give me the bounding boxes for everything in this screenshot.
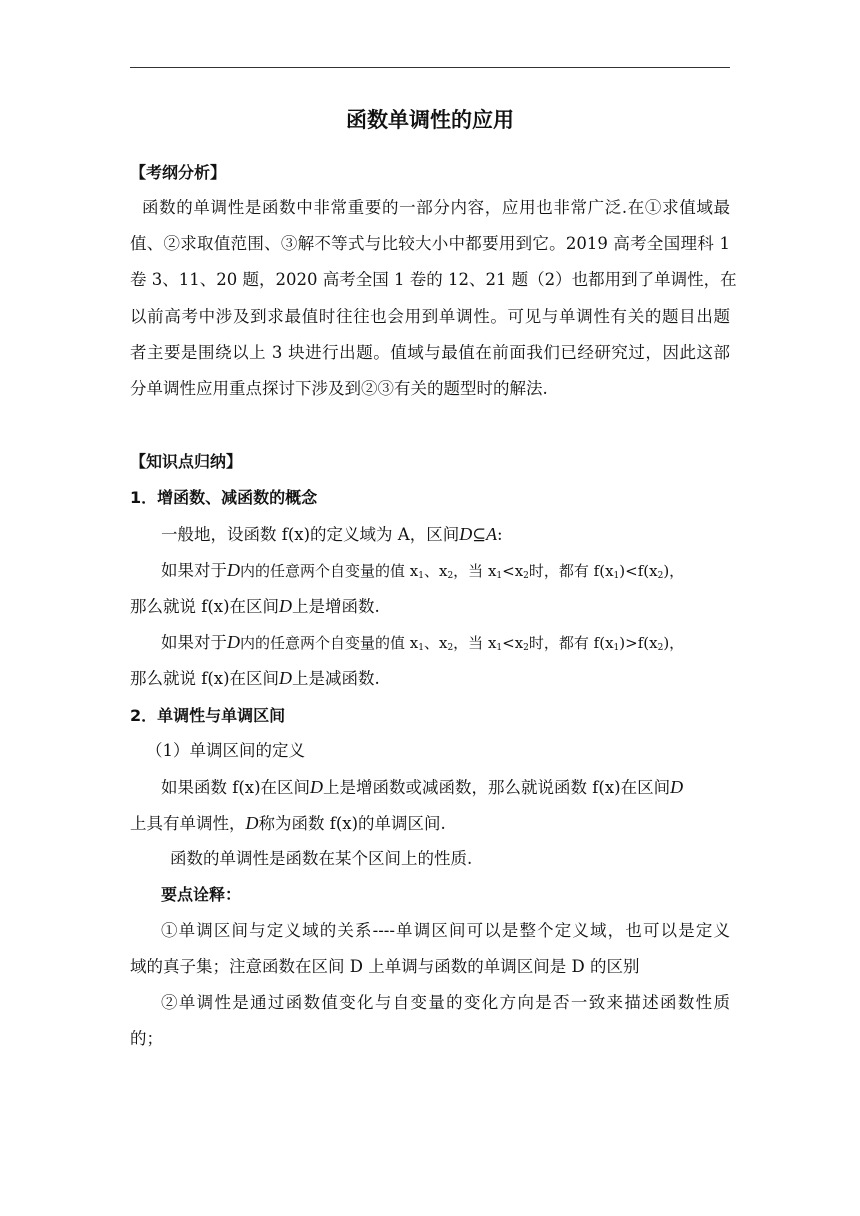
paragraph-line: 分单调性应用重点探讨下涉及到②③有关的题型时的解法. <box>130 379 548 398</box>
text: 一般地，设函数 f(x)的定义域为 A，区间 <box>161 525 460 544</box>
paragraph-line: 以前高考中涉及到求最值时往往也会用到单调性。可见与单调性有关的题目出题 <box>130 307 730 326</box>
subheading-concept: 1．增函数、减函数的概念 <box>130 488 318 507</box>
section-heading-knowledge: 【知识点归纳】 <box>130 452 243 471</box>
text: 那么就说 f(x)在区间 <box>130 669 280 688</box>
paragraph-line: 函数的单调性是函数中非常重要的一部分内容，应用也非常广泛.在①求值域最 <box>142 198 730 217</box>
math-var: D <box>279 668 293 688</box>
key-points-label: 要点诠释： <box>161 885 242 904</box>
text: <x <box>502 562 524 580</box>
math-var: A <box>486 524 498 544</box>
text: ，当 x <box>453 562 497 580</box>
subscript: 2 <box>523 643 529 653</box>
monotonic-def-line <box>130 812 730 835</box>
subscript: 1 <box>613 643 620 653</box>
decreasing-def-line <box>161 631 730 659</box>
subscript: 1 <box>418 643 424 653</box>
paragraph-line: 者主要是围绕以上 3 块进行出题。值域与最值在前面我们已经研究过，因此这部 <box>130 343 730 362</box>
text: )<f(x <box>619 562 658 580</box>
increasing-def-line <box>161 559 730 587</box>
paragraph-line: 卷 3、11、20 题，2020 高考全国 1 卷的 12、21 题（2）也都用到了单调性，在 <box>130 270 737 289</box>
text: 上具有单调性， <box>130 814 246 833</box>
text: 上是增函数或减函数，那么就说函数 f(x)在区间 <box>323 778 671 797</box>
text: )， <box>663 634 685 652</box>
text: 上是减函数. <box>292 669 380 688</box>
subscript: 2 <box>447 643 454 653</box>
text: : <box>497 525 503 544</box>
monotonic-def-line <box>161 776 730 799</box>
math-var: D <box>310 777 324 797</box>
text: )>f(x <box>619 634 658 652</box>
key-point-line: 域的真子集；注意函数在区间 D 上单调与函数的单调区间是 D 的区别 <box>130 957 640 976</box>
math-var: D <box>227 632 240 652</box>
increasing-def-line <box>130 595 730 618</box>
text: 如果函数 f(x)在区间 <box>161 778 311 797</box>
text: 内的任意两个自变量的值 x <box>240 562 419 580</box>
text: ，当 x <box>453 634 497 652</box>
key-point-line: ②单调性是通过函数值变化与自变量的变化方向是否一致来描述函数性质 <box>161 993 730 1012</box>
text: <x <box>502 634 524 652</box>
subscript: 1 <box>418 571 424 581</box>
paragraph-line: 值、②求取值范围、③解不等式与比较大小中都要用到它。2019 高考全国理科 1 <box>130 234 730 253</box>
math-var: D <box>459 524 473 544</box>
page-title: 函数单调性的应用 <box>346 108 514 132</box>
text: 如果对于 <box>161 633 227 652</box>
math-var: D <box>670 777 684 797</box>
subsection-label: （1）单调区间的定义 <box>146 741 305 760</box>
text: 、x <box>423 562 448 580</box>
key-point-line: 的； <box>130 1029 163 1048</box>
text: 上是增函数. <box>292 597 380 616</box>
subscript: 1 <box>613 571 620 581</box>
math-var: D <box>245 813 259 833</box>
text: 时，都有 f(x <box>528 634 614 652</box>
key-point-line: ①单调区间与定义域的关系----单调区间可以是整个定义域，也可以是定义 <box>161 921 730 940</box>
text: 时，都有 f(x <box>528 562 614 580</box>
subset-symbol: ⊆ <box>472 525 487 544</box>
subscript: 1 <box>496 643 503 653</box>
decreasing-def-line <box>130 667 730 690</box>
property-line: 函数的单调性是函数在某个区间上的性质. <box>170 849 473 868</box>
text: 称为函数 f(x)的单调区间. <box>258 814 446 833</box>
math-var: D <box>279 596 293 616</box>
text: 、x <box>423 634 448 652</box>
text: 那么就说 f(x)在区间 <box>130 597 280 616</box>
subscript: 1 <box>496 571 503 581</box>
definition-line <box>161 523 761 546</box>
subheading-monotonic: 2．单调性与单调区间 <box>130 706 286 725</box>
math-var: D <box>227 560 240 580</box>
subscript: 2 <box>523 571 529 581</box>
section-heading-syllabus: 【考纲分析】 <box>130 163 227 182</box>
header-rule <box>130 67 730 68</box>
subscript: 2 <box>657 643 664 653</box>
text: 如果对于 <box>161 561 227 580</box>
text: )， <box>663 562 685 580</box>
text: 内的任意两个自变量的值 x <box>240 634 419 652</box>
subscript: 2 <box>447 571 454 581</box>
subscript: 2 <box>657 571 664 581</box>
